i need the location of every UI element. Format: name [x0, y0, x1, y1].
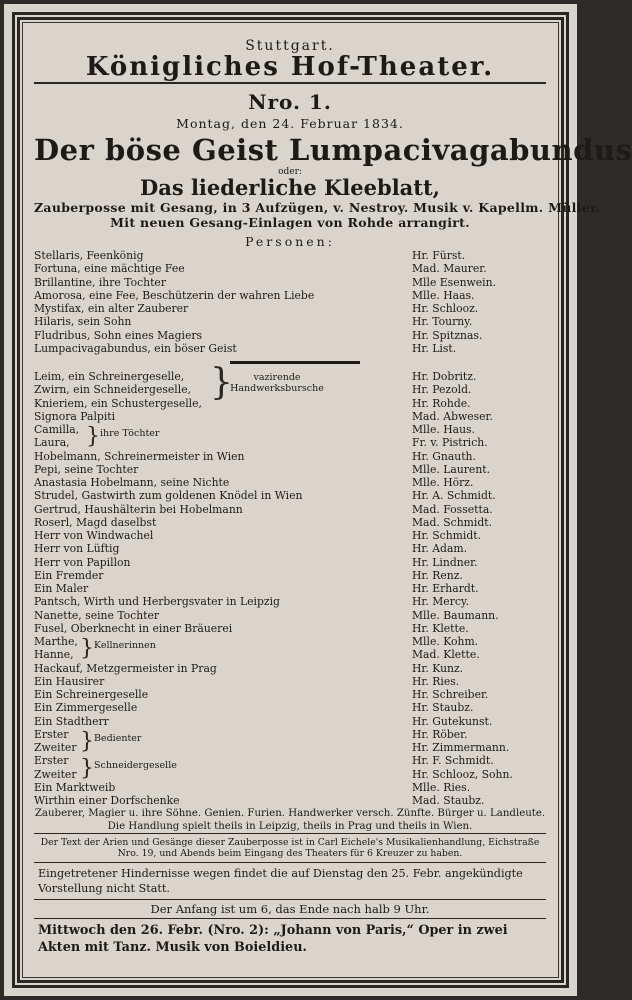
cast-row — [34, 741, 546, 754]
cast-row — [34, 582, 546, 595]
actor-name: Hr. Renz. — [412, 568, 463, 582]
personen-heading: Personen: — [245, 234, 335, 249]
role-name: Fusel, Oberknecht in einer Bräuerei — [34, 621, 233, 635]
actor-name: Mlle. Haus. — [412, 423, 475, 436]
actor-name: Mad. Fossetta. — [412, 502, 493, 516]
role-name: Lumpacivagabundus, ein böser Geist — [34, 341, 237, 355]
schneider-label: Schneidergeselle — [94, 760, 177, 771]
actor-name: Mlle Esenwein. — [412, 275, 497, 289]
actor-name: Mad. Schmidt. — [412, 515, 493, 529]
bedienter-label: Bedienter — [94, 733, 142, 744]
setting-line: Die Handlung spielt theils in Leipzig, theils in Prag und theils in Wien. — [107, 821, 473, 833]
actor-name: Hr. Gnauth. — [412, 449, 476, 463]
role-name: Leim, ein Schreinergeselle, — [34, 370, 185, 383]
cast-row — [34, 450, 546, 463]
role-name: Ein Maler — [34, 582, 89, 595]
actor-name: Mad. Abweser. — [412, 409, 493, 423]
divider — [34, 862, 546, 863]
cast-row — [34, 423, 546, 436]
extras-line: Zauberer, Magier u. ihre Söhne. Genien. Furien. Handwerker versch. Zünfte. Bürger u. Landleute. — [34, 808, 546, 820]
role-name: Ein Zimmergeselle — [34, 701, 138, 715]
actor-name: Hr. Schlooz. — [412, 302, 479, 315]
role-name: Marthe, — [34, 635, 78, 648]
cast-row — [34, 476, 546, 489]
role-name: Zweiter — [34, 741, 77, 754]
divider — [34, 899, 546, 900]
role-name: Herr von Windwachel — [34, 529, 154, 542]
role-name: Fortuna, eine mächtige Fee — [34, 262, 185, 276]
cast-row — [34, 516, 546, 529]
cast-row — [34, 688, 546, 701]
actor-name: Mlle. Baumann. — [412, 608, 499, 622]
city-heading: Stuttgart. — [245, 38, 335, 54]
cast-row — [34, 397, 546, 410]
cast-row — [34, 556, 546, 569]
actor-name: Hr. Ries. — [412, 674, 460, 688]
cast-row — [34, 754, 546, 767]
actor-name: Hr. Rohde. — [412, 396, 471, 410]
divider — [34, 833, 546, 834]
cast-row — [34, 675, 546, 688]
performance-date: Montag, den 24. Februar 1834. — [176, 116, 404, 131]
role-name: Ein Marktweib — [34, 780, 116, 794]
cast-row — [34, 768, 546, 781]
genre-line: Zauberposse mit Gesang, in 3 Aufzügen, v. Nestroy. Musik v. Kapellm. Müller. — [34, 200, 601, 215]
actor-name: Hr. Dobritz. — [412, 370, 477, 383]
cast-row — [34, 794, 546, 807]
cast-row — [34, 276, 546, 289]
actor-name: Hr. Fürst. — [412, 249, 466, 262]
role-name: Zweiter — [34, 767, 77, 781]
cast-row — [34, 410, 546, 423]
arrangement-line: Mit neuen Gesang-Einlagen von Rohde arrangirt. — [110, 215, 470, 230]
toechter-label: ihre Töchter — [100, 428, 160, 439]
actor-name: Hr. Gutekunst. — [412, 714, 493, 728]
cast-row — [34, 715, 546, 728]
cast-row — [34, 503, 546, 516]
actor-name: Fr. v. Pistrich. — [412, 436, 488, 450]
cast-row — [34, 595, 546, 608]
cast-row — [34, 489, 546, 502]
role-name: Herr von Lüftig — [34, 542, 120, 556]
oder-word: oder: — [278, 167, 302, 177]
cast-row — [34, 436, 546, 449]
next-performance: Mittwoch den 26. Febr. (Nro. 2): „Johann von Paris,“ Oper in zwei Akten mit Tanz. Musik von Boieldieu. — [38, 923, 508, 956]
role-name: Erster — [34, 727, 69, 741]
role-name: Stellaris, Feenkönig — [34, 249, 144, 262]
role-name: Zwirn, ein Schneidergeselle, — [34, 383, 192, 397]
actor-name: Hr. Staubz. — [412, 701, 474, 715]
playbill-content — [34, 34, 632, 974]
role-name: Knieriem, ein Schustergeselle, — [34, 396, 202, 410]
role-name: Brillantine, ihre Tochter — [34, 275, 166, 289]
cast-row — [34, 635, 546, 648]
actor-name: Hr. Schmidt. — [412, 529, 482, 542]
actor-name: Mad. Staubz. — [412, 794, 485, 807]
actor-name: Hr. Adam. — [412, 542, 468, 556]
actor-name: Hr. Schreiber. — [412, 688, 489, 701]
role-name: Erster — [34, 754, 69, 768]
cast-row — [34, 701, 546, 714]
divider — [34, 918, 546, 919]
cast-row — [34, 728, 546, 741]
role-name: Nanette, seine Tochter — [34, 608, 160, 622]
theater-name: Königliches Hof-Theater. — [85, 52, 495, 82]
actor-name: Hr. Tourny. — [412, 315, 473, 329]
play-subtitle: Das liederliche Kleeblatt, — [140, 175, 440, 200]
actor-name: Mlle. Hörz. — [412, 476, 474, 489]
actor-name: Hr. Pezold. — [412, 383, 472, 397]
cast-list-bottom — [34, 362, 546, 807]
actor-name: Mlle. Kohm. — [412, 635, 479, 648]
brace-mark: } — [86, 424, 100, 449]
cast-row — [34, 302, 546, 315]
role-name: Ein Stadtherr — [34, 714, 109, 728]
cast-row — [34, 463, 546, 476]
actor-name: Hr. Röber. — [412, 727, 468, 741]
actor-name: Hr. Zimmermann. — [412, 741, 510, 754]
cast-row — [34, 781, 546, 794]
brace-mark: } — [80, 636, 94, 661]
actor-name: Hr. Lindner. — [412, 555, 478, 569]
cast-row — [34, 609, 546, 622]
cast-row — [34, 342, 546, 355]
brace-mark: } — [210, 362, 233, 403]
cast-row — [34, 249, 546, 262]
role-name: Pantsch, Wirth und Herbergsvater in Leipzig — [34, 595, 280, 609]
play-title: Der böse Geist Lumpacivagabundus — [34, 133, 632, 167]
cast-row — [34, 315, 546, 328]
actor-name: Hr. A. Schmidt. — [412, 489, 496, 503]
role-name: Signora Palpiti — [34, 409, 116, 423]
kellner-label: Kellnerinnen — [94, 640, 156, 651]
cast-separator — [230, 361, 360, 364]
start-time: Der Anfang ist um 6, das Ende nach halb 9 Uhr. — [150, 902, 430, 917]
cast-row — [34, 329, 546, 342]
cast-list-top — [34, 249, 546, 355]
role-name: Herr von Papillon — [34, 555, 131, 569]
role-name: Gertrud, Haushälterin bei Hobelmann — [34, 502, 243, 516]
role-name: Hilaris, sein Sohn — [34, 315, 132, 329]
role-name: Pepi, seine Tochter — [34, 462, 139, 476]
cast-row — [34, 383, 546, 396]
actor-name: Mlle. Haas. — [412, 288, 475, 302]
role-name: Camilla, — [34, 423, 80, 436]
actor-name: Hr. F. Schmidt. — [412, 754, 494, 768]
role-name: Anastasia Hobelmann, seine Nichte — [34, 476, 230, 489]
role-name: Ein Fremder — [34, 568, 104, 582]
cast-row — [34, 370, 546, 383]
actor-name: Mlle. Ries. — [412, 780, 471, 794]
cast-row — [34, 662, 546, 675]
role-name: Ein Hausirer — [34, 674, 105, 688]
brace-mark: } — [80, 756, 94, 781]
cast-row — [34, 622, 546, 635]
actor-name: Mad. Maurer. — [412, 262, 487, 276]
role-name: Hackauf, Metzgermeister in Prag — [34, 661, 217, 675]
actor-name: Hr. Kunz. — [412, 661, 464, 675]
cancellation-notice: Eingetretener Hindernisse wegen findet die auf Dienstag den 25. Febr. angekündigte Vorstellung nicht Statt. — [38, 867, 523, 896]
role-name: Hobelmann, Schreinermeister in Wien — [34, 449, 245, 463]
actor-name: Mad. Klette. — [412, 648, 480, 662]
role-name: Hanne, — [34, 648, 74, 662]
role-name: Wirthin einer Dorfschenke — [34, 794, 180, 807]
playbill-sheet — [4, 4, 632, 996]
cast-row — [34, 648, 546, 661]
role-name: Strudel, Gastwirth zum goldenen Knödel in Wien — [34, 489, 303, 503]
role-name: Amorosa, eine Fee, Beschützerin der wahren Liebe — [34, 288, 315, 302]
divider — [34, 82, 546, 84]
cast-row — [34, 569, 546, 582]
role-name: Laura, — [34, 436, 70, 450]
handwerk-label: vazirende Handwerksbursche — [230, 372, 324, 394]
brace-mark: } — [80, 729, 94, 754]
actor-name: Hr. Erhardt. — [412, 582, 479, 595]
cast-row — [34, 542, 546, 555]
cast-row — [34, 262, 546, 275]
cast-row — [34, 289, 546, 302]
actor-name: Hr. List. — [412, 341, 457, 355]
actor-name: Hr. Spitznas. — [412, 328, 483, 342]
actor-name: Hr. Klette. — [412, 621, 469, 635]
actor-name: Hr. Mercy. — [412, 595, 470, 609]
cast-row — [34, 529, 546, 542]
role-name: Roserl, Magd daselbst — [34, 515, 157, 529]
actor-name: Hr. Schlooz, Sohn. — [412, 767, 513, 781]
actor-name: Mlle. Laurent. — [412, 462, 491, 476]
libretto-note: Der Text der Arien und Gesänge dieser Zauberposse ist in Carl Eichele's Musikalienhandlung, Eichstraße Nro. 19, und Abends beim Eingang des Theaters für 6 Kreuzer zu haben. — [40, 837, 540, 860]
role-name: Fludribus, Sohn eines Magiers — [34, 328, 203, 342]
role-name: Ein Schreinergeselle — [34, 688, 149, 701]
role-name: Mystifax, ein alter Zauberer — [34, 302, 189, 315]
playbill-number: Nro. 1. — [248, 90, 332, 114]
